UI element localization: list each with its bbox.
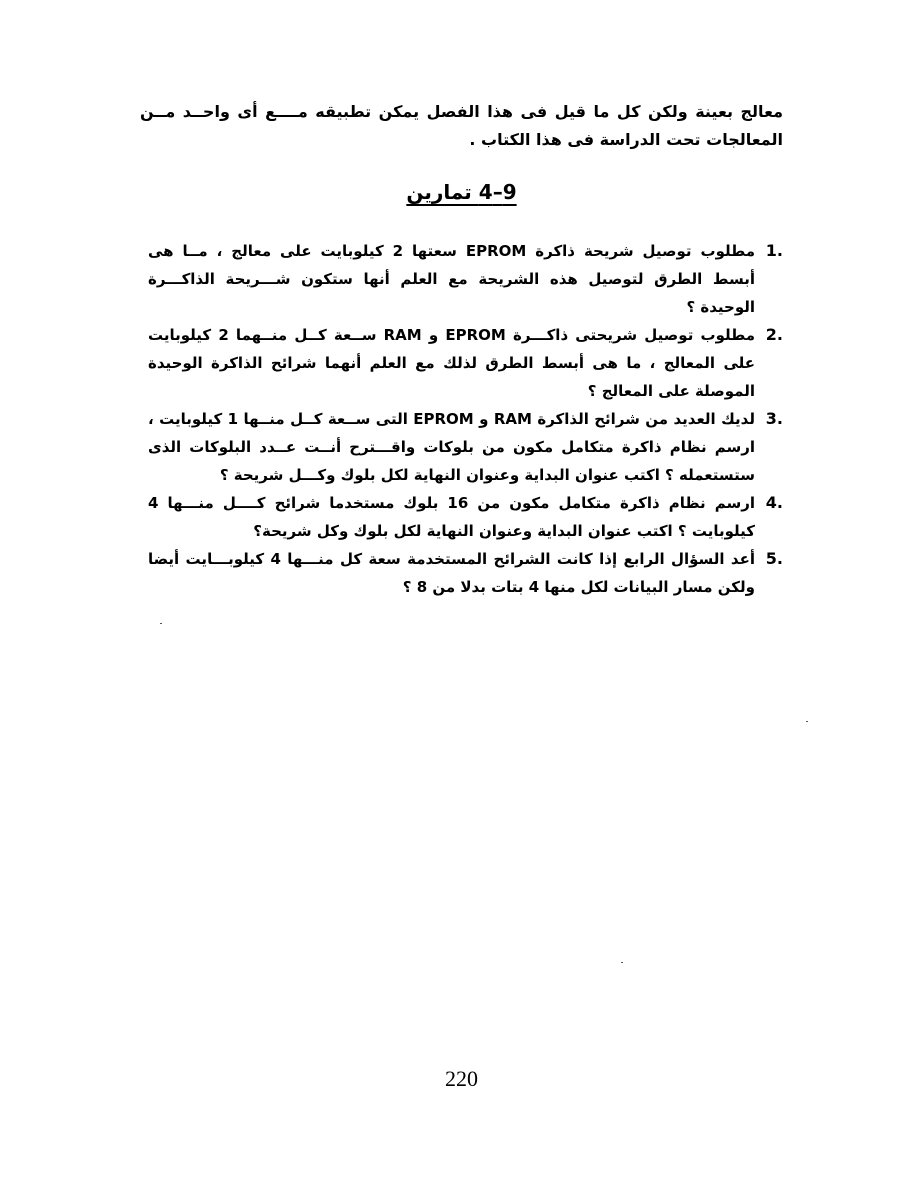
- section-heading-text: 9–4 تمارين: [406, 180, 517, 204]
- exercise-text: أعد السؤال الرابع إذا كانت الشرائح المستخدمة سعة كل منـــها 4 كيلوبـــايت أيضا ولكن مسار البيانات لكل منها 4 بتات بدلا من 8 ؟: [148, 550, 755, 596]
- exercise-text: لديك العديد من شرائح الذاكرة RAM و EPROM التى ســعة كــل منــها 1 كيلوبايت ، ارسم نظام ذاكرة متكامل مكون من بلوكات واقـــترح أنــت عــدد البلوكات الذى ستستعمله ؟ اكتب عنوان البداية وعنوان النهاية لكل بلوك وكـــل شريحة ؟: [148, 410, 755, 484]
- exercise-text: مطلوب توصيل شريحتى ذاكـــرة EPROM و RAM ســعة كــل منــهما 2 كيلوبايت على المعالج ، ما هى أبسط الطرق لذلك مع العلم أنهما شرائح الذاكرة الوحيدة الموصلة على المعالج ؟: [148, 326, 756, 400]
- exercise-number: 5.: [765, 549, 783, 568]
- exercise-item: [148, 237, 783, 321]
- exercise-number: 4.: [765, 493, 783, 512]
- exercise-text: مطلوب توصيل شريحة ذاكرة EPROM سعتها 2 كيلوبايت على معالج ، مــا هى أبسط الطرق لتوصيل هذه الشريحة مع العلم أنها ستكون شـــريحة الذاكـــرة الوحيدة ؟: [148, 242, 755, 316]
- exercise-item: [148, 489, 783, 545]
- exercise-item: [148, 545, 783, 601]
- scan-speck: [806, 721, 808, 722]
- exercise-number: 3.: [765, 409, 783, 428]
- exercise-item: [148, 405, 783, 489]
- page-number: 220: [445, 1066, 478, 1091]
- exercise-list: [148, 237, 783, 601]
- exercise-number: 1.: [765, 241, 783, 260]
- exercise-item: [148, 321, 783, 405]
- scan-speck: [160, 623, 162, 624]
- intro-paragraph: معالج بعينة ولكن كل ما قيل فى هذا الفصل يمكن تطبيقه مــــع أى واحــد مــن المعالجات تحت الدراسة فى هذا الكتاب .: [140, 102, 783, 149]
- section-heading: [0, 180, 923, 204]
- exercise-text: ارسم نظام ذاكرة متكامل مكون من 16 بلوك مستخدما شرائح كــــل منـــها 4 كيلوبايت ؟ اكتب عنوان البداية وعنوان النهاية لكل بلوك وكل شريحة؟: [148, 494, 756, 540]
- scan-speck: [621, 962, 623, 963]
- exercise-number: 2.: [765, 325, 783, 344]
